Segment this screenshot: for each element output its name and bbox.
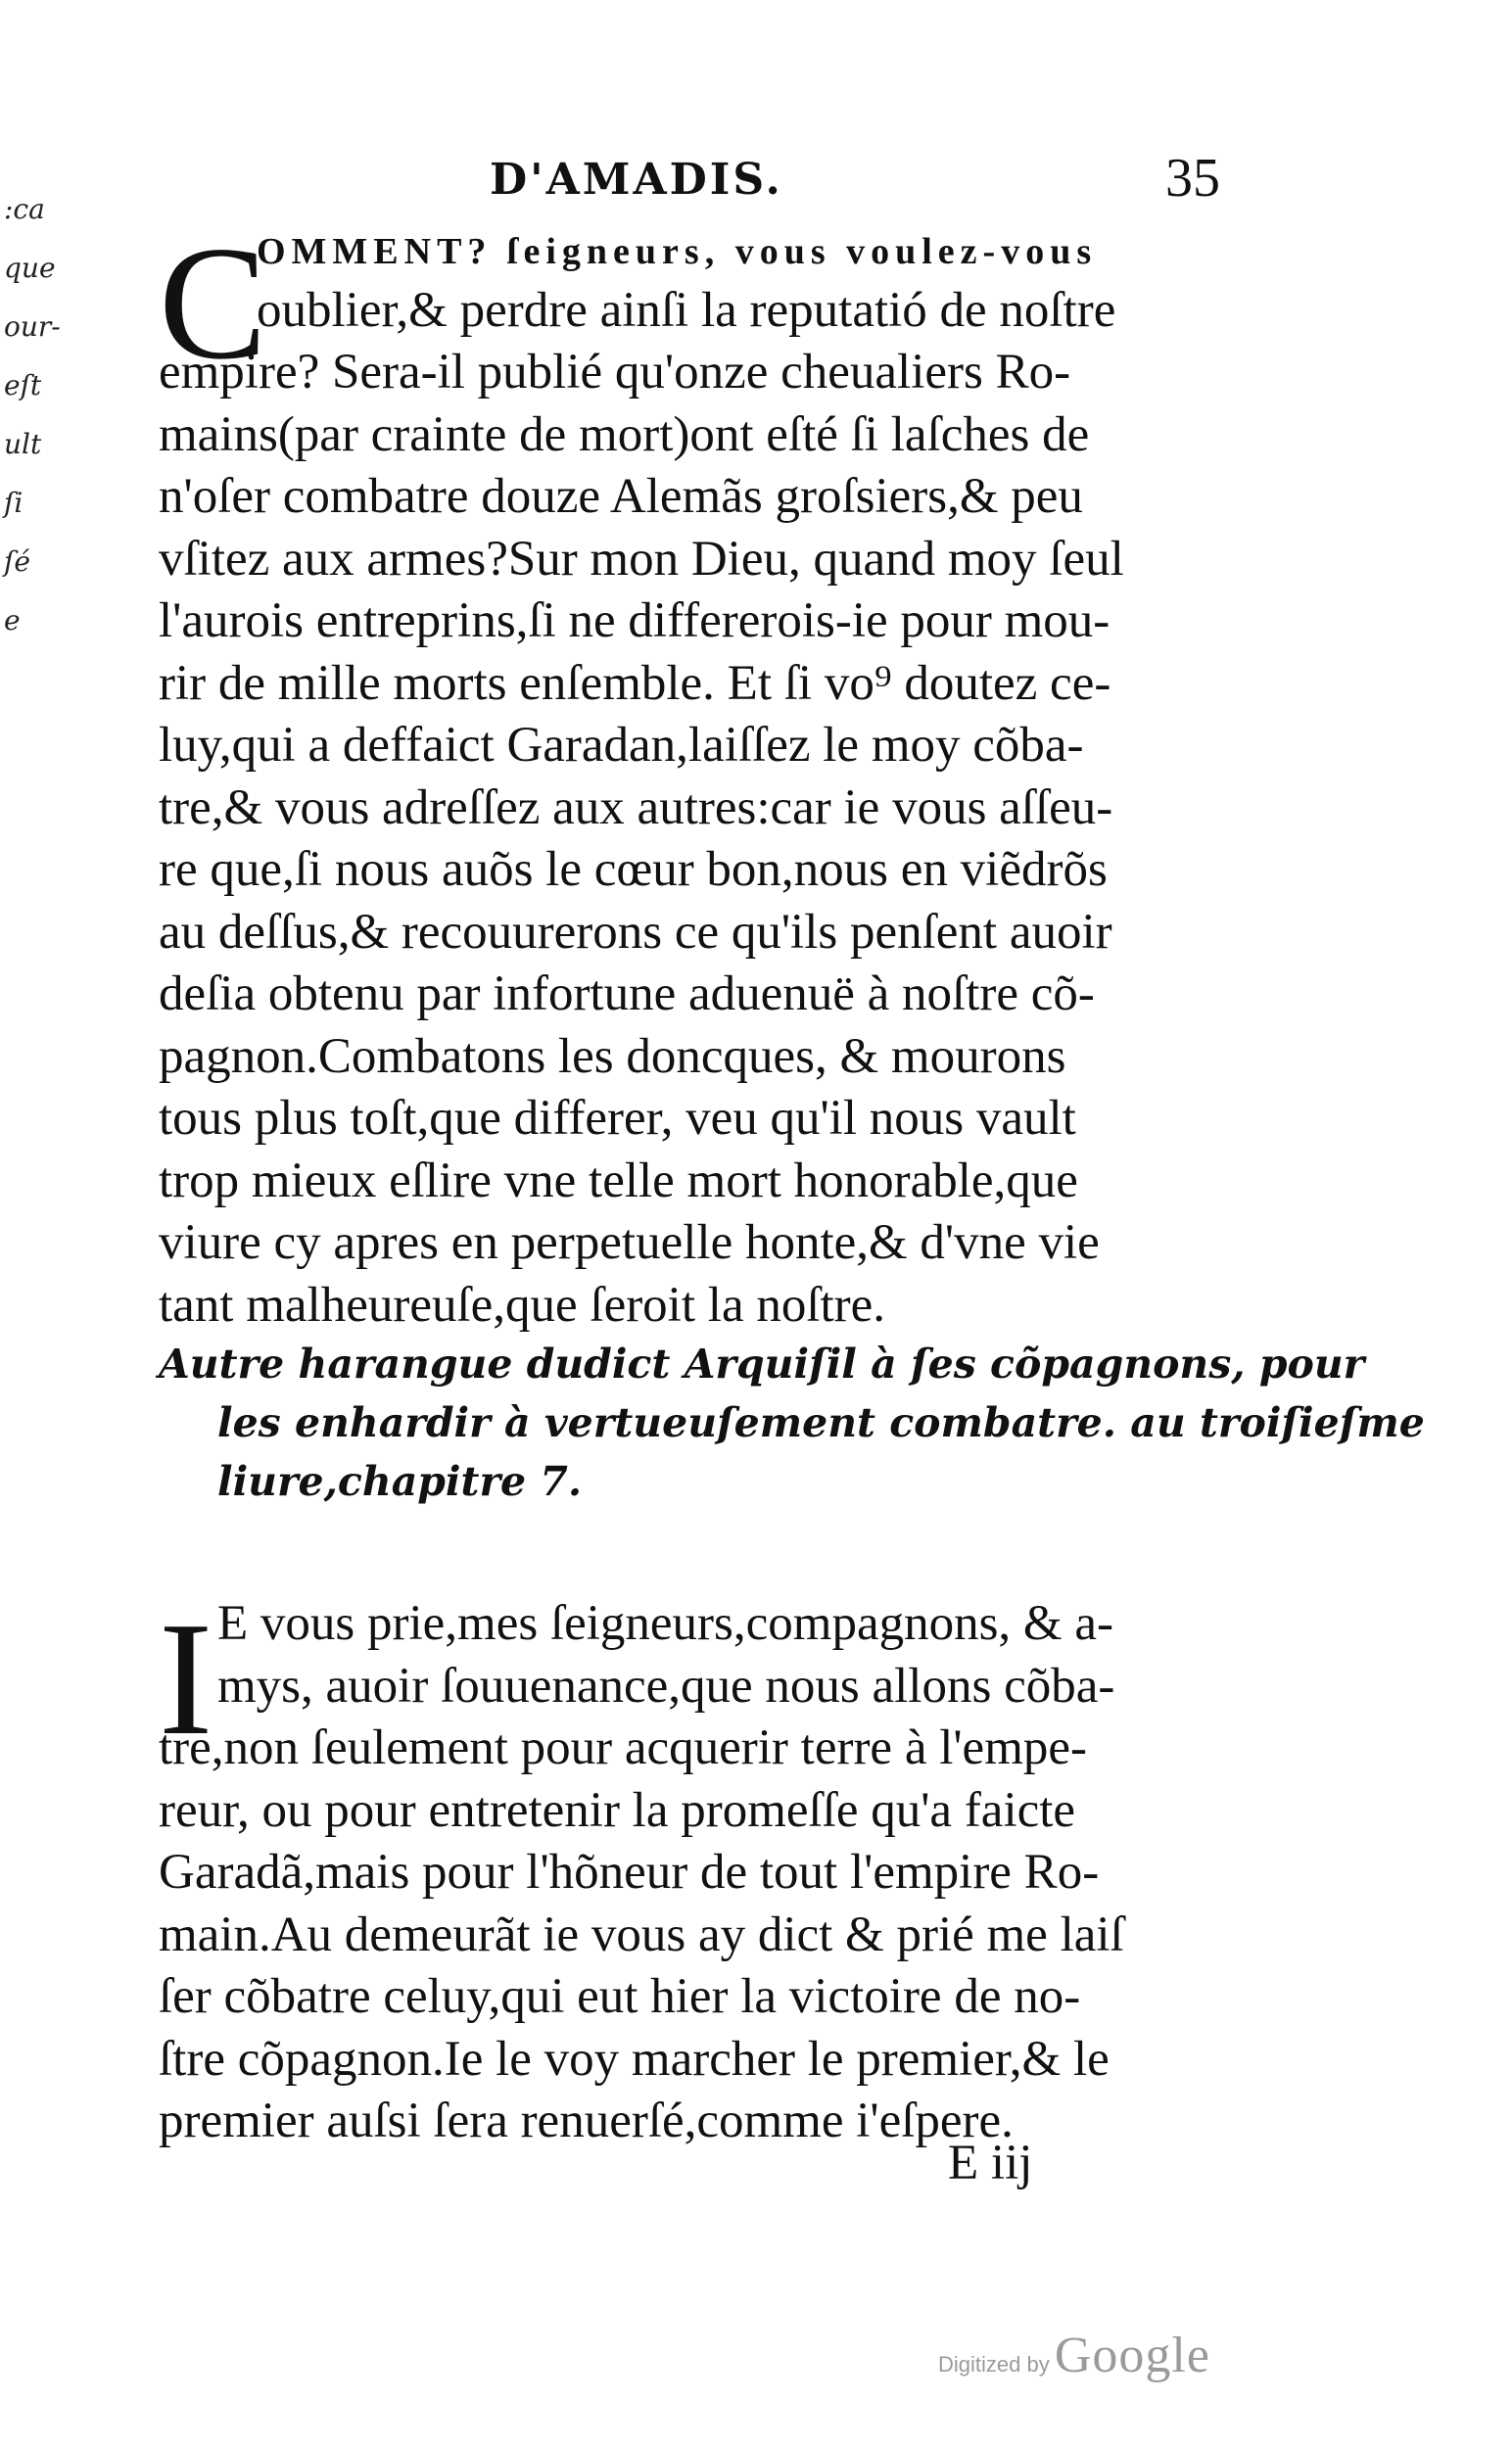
margin-fragment: our- xyxy=(4,310,61,343)
heading-line: Autre harangue dudict Arquiſil à ſes cõpagnons, pour xyxy=(159,1341,1365,1388)
text-line: empire? Sera-il publié qu'onze cheualiers Ro- xyxy=(159,345,1071,400)
margin-fragment: :ca xyxy=(4,193,45,225)
left-margin-fragments xyxy=(4,193,61,666)
text-line: mains(par crainte de mort)ont eſté ſi laſches de xyxy=(159,406,1090,462)
signature-mark: E iij xyxy=(948,2136,1033,2190)
text-line: rir de mille morts enſemble. Et ſi vo⁹ doutez ce- xyxy=(159,655,1111,711)
text-line: Garadã,mais pour l'hõneur de tout l'empire Ro- xyxy=(159,1845,1100,1900)
page-number: 35 xyxy=(1165,148,1220,209)
margin-fragment: ult xyxy=(4,428,42,460)
text-line: tre,non ſeulement pour acquerir terre à l'empe- xyxy=(159,1720,1087,1775)
text-line: premier auſsi ſera renuerſé,comme i'eſpere. xyxy=(159,2094,1014,2148)
text-line: re que,ſi nous auõs le cœur bon,nous en viẽdrõs xyxy=(159,842,1108,897)
digitized-watermark xyxy=(938,2327,1210,2384)
running-head: D'AMADIS. xyxy=(490,155,783,205)
text-line: tre,& vous adreſſez aux autres:car ie vous aſſeu- xyxy=(159,779,1113,835)
heading-line: les enhardir à vertueuſement combatre. au troiſieſme xyxy=(217,1399,1425,1446)
text-line: ſer cõbatre celuy,qui eut hier la victoire de no- xyxy=(159,1969,1081,2024)
text-line: viure cy apres en perpetuelle honte,& d'vne vie xyxy=(159,1215,1100,1270)
text-line: n'oſer combatre douze Alemãs groſsiers,& peu xyxy=(159,469,1083,524)
section-heading xyxy=(159,1335,1425,1511)
margin-fragment: eſt xyxy=(4,369,42,401)
text-line: tant malheureuſe,que ſeroit la noſtre. xyxy=(159,1277,886,1333)
text-line: luy,qui a deffaict Garadan,laiſſez le moy cõba- xyxy=(159,718,1084,773)
text-line: l'aurois entreprins,ſi ne differerois-ie pour mou- xyxy=(159,593,1110,648)
text-line: ſtre cõpagnon.Ie le voy marcher le premier,& le xyxy=(159,2031,1110,2087)
text-line: vſitez aux armes?Sur mon Dieu, quand moy ſeul xyxy=(159,531,1124,587)
margin-fragment: ſi xyxy=(4,487,24,519)
text-line: oublier,& perdre ainſi la reputatió de noſtre xyxy=(257,282,1116,338)
margin-fragment: que xyxy=(4,252,56,284)
text-line: au deſſus,& recouurerons ce qu'ils penſent auoir xyxy=(159,904,1112,960)
text-line: mys, auoir ſouuenance,que nous allons cõba- xyxy=(217,1658,1115,1714)
margin-fragment: e xyxy=(4,604,21,636)
speech-paragraph-2 xyxy=(159,1588,1216,2153)
margin-fragment: ſé xyxy=(4,545,30,578)
text-line: OMMENT? ſeigneurs, vous voulez-vous xyxy=(257,231,1098,272)
text-line: E vous prie,mes ſeigneurs,compagnons, & a- xyxy=(217,1596,1113,1651)
text-line: pagnon.Combatons les doncques, & mourons xyxy=(159,1028,1066,1084)
heading-line: liure,chapitre 7. xyxy=(217,1458,583,1505)
speech-paragraph-1 xyxy=(159,212,1216,1337)
drop-cap: C xyxy=(159,212,267,393)
watermark-brand: Google xyxy=(1054,2328,1210,2383)
text-line: trop mieux eſlire vne telle mort honorable,que xyxy=(159,1153,1078,1208)
watermark-prefix: Digitized by xyxy=(938,2352,1050,2377)
text-line: reur, ou pour entretenir la promeſſe qu'a faicte xyxy=(159,1782,1076,1838)
text-line: main.Au demeurãt ie vous ay dict & prié me laiſ xyxy=(159,1907,1124,1962)
drop-cap: I xyxy=(159,1588,213,1768)
text-line: deſia obtenu par infortune aduenuë à noſtre cõ- xyxy=(159,966,1095,1021)
text-line: tous plus toſt,que differer, veu qu'il nous vault xyxy=(159,1091,1076,1146)
